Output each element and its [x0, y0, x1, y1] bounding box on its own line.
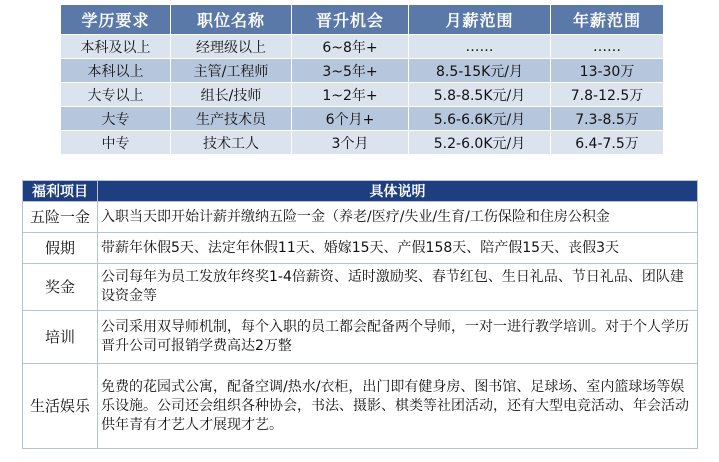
table-row: [61, 35, 663, 58]
annual-salary-cell: 7.8-12.5万: [551, 83, 663, 106]
position-cell: 经理级以上: [171, 35, 291, 58]
table-row: [23, 233, 698, 264]
benefit-details-cell: 带薪年休假5天、法定年休假11天、婚嫁15天、产假158天、陪产假15天、丧假3天: [98, 233, 698, 264]
monthly-salary-cell: ……: [409, 35, 550, 58]
education-cell: 中专: [61, 131, 170, 154]
table-row: [61, 59, 663, 82]
position-cell: 主管/工程师: [171, 59, 291, 82]
benefit-details-cell: 入职当天即开始计薪并缴纳五险一金（养老/医疗/失业/生育/工伤保险和住房公积金: [98, 202, 698, 233]
position-cell: 技术工人: [171, 131, 291, 154]
promotion-cell: 6个月+: [292, 107, 408, 130]
career-table-header-row: [61, 5, 663, 34]
header-promotion: 晋升机会: [292, 5, 408, 34]
table-row: [23, 364, 698, 449]
header-monthly-salary: 月薪范围: [409, 5, 550, 34]
monthly-salary-cell: 5.6-6.6K元/月: [409, 107, 550, 130]
annual-salary-cell: 13-30万: [551, 59, 663, 82]
benefit-item-cell: 生活娱乐: [23, 364, 98, 449]
benefits-table-header-row: [23, 181, 698, 202]
table-row: [61, 107, 663, 130]
annual-salary-cell: ……: [551, 35, 663, 58]
benefit-details-cell: 公司每年为员工发放年终奖1-4倍薪资、适时激励奖、春节红包、生日礼品、节日礼品、团队建设资金等: [98, 264, 698, 311]
annual-salary-cell: 6.4-7.5万: [551, 131, 663, 154]
header-benefit-details: 具体说明: [98, 181, 698, 202]
table-row: [61, 83, 663, 106]
table-row: [23, 202, 698, 233]
table-row: [61, 131, 663, 154]
annual-salary-cell: 7.3-8.5万: [551, 107, 663, 130]
table-row: [23, 311, 698, 364]
position-cell: 组长/技师: [171, 83, 291, 106]
monthly-salary-cell: 8.5-15K元/月: [409, 59, 550, 82]
promotion-cell: 3~5年+: [292, 59, 408, 82]
promotion-cell: 1~2年+: [292, 83, 408, 106]
header-position: 职位名称: [171, 5, 291, 34]
benefit-details-cell: 公司采用双导师机制，每个入职的员工都会配备两个导师，一对一进行教学培训。对于个人学历晋升公司可报销学费高达2万整: [98, 311, 698, 364]
monthly-salary-cell: 5.2-6.0K元/月: [409, 131, 550, 154]
career-path-table: [60, 4, 664, 155]
benefit-item-cell: 奖金: [23, 264, 98, 311]
benefit-item-cell: 假期: [23, 233, 98, 264]
education-cell: 大专: [61, 107, 170, 130]
header-education: 学历要求: [61, 5, 170, 34]
benefit-item-cell: 培训: [23, 311, 98, 364]
position-cell: 生产技术员: [171, 107, 291, 130]
benefit-details-cell: 免费的花园式公寓，配备空调/热水/衣柜，出门即有健身房、图书馆、足球场、室内篮球场等娱乐设施。公司还会组织各种协会，书法、摄影、棋类等社团活动，还有大型电竞活动、年会活动供年青有才艺人才展现才艺。: [98, 364, 698, 449]
education-cell: 大专以上: [61, 83, 170, 106]
promotion-cell: 3个月: [292, 131, 408, 154]
monthly-salary-cell: 5.8-8.5K元/月: [409, 83, 550, 106]
header-benefit-item: 福利项目: [23, 181, 98, 202]
education-cell: 本科及以上: [61, 35, 170, 58]
benefit-item-cell: 五险一金: [23, 202, 98, 233]
table-row: [23, 264, 698, 311]
education-cell: 本科以上: [61, 59, 170, 82]
benefits-table: [22, 180, 698, 449]
header-annual-salary: 年薪范围: [551, 5, 663, 34]
promotion-cell: 6~8年+: [292, 35, 408, 58]
